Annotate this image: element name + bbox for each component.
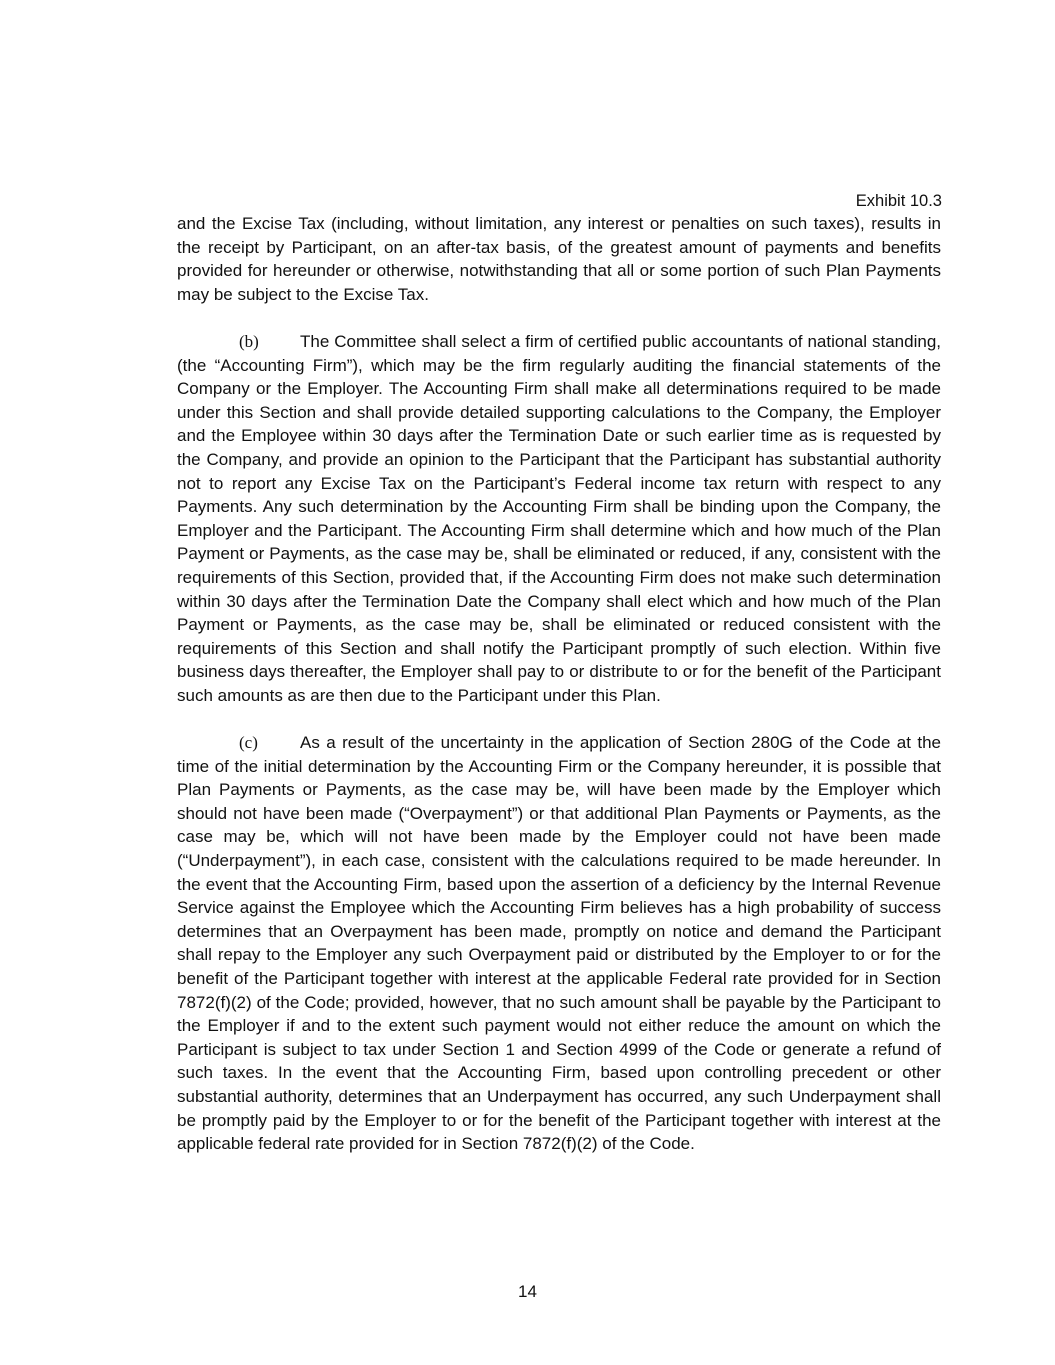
paragraph-text: The Committee shall select a firm of certified public accountants of national standing, (the “Accounting Firm”), which may be the firm regularly auditing the financial statements of the Company or the Employer. The Accounting Firm shall make all determinations required to be made under this Section and shall provide detailed supporting calculations to the Company, the Employer and the Employee within 30 days after the Termination Date or such earlier time as is requested by the Company, and provide an opinion to the Participant that the Participant has substantial authority not to report any Excise Tax on the Participant’s Federal income tax return with respect to any Payments. Any such determination by the Accounting Firm shall be binding upon the Company, the Employer and the Participant. The Accounting Firm shall determine which and how much of the Plan Payment or Payments, as the case may be, shall be eliminated or reduced, if any, consistent with the requirements of this Section, provided that, if the Accounting Firm does not make such determination within 30 days after the Termination Date the Company shall elect which and how much of the Plan Payment or Payments, as the case may be, shall be eliminated or reduced consistent with the requirements of this Section and shall notify the Participant promptly of such election. Within five business days thereafter, the Employer shall pay to or distribute to or for the benefit of the Participant such amounts as are then due to the Participant under this Plan. [177, 331, 941, 705]
page-number: 14 [518, 1282, 537, 1301]
paragraph-marker: (c) [239, 733, 258, 753]
exhibit-label: Exhibit 10.3 [855, 192, 942, 210]
paragraph-c [177, 731, 941, 1156]
paragraph-text: As a result of the uncertainty in the application of Section 280G of the Code at the time of the initial determination by the Accounting Firm or the Company hereunder, it is possible that Plan Payments or Payments, as the case may be, will have been made by the Employer which should not have been made (“Overpayment”) or that additional Plan Payments or Payments, as the case may be, which will not have been made by the Employer could not have been made (“Underpayment”), in each case, consistent with the calculations required to be made hereunder. In the event that the Accounting Firm, based upon the assertion of a deficiency by the Internal Revenue Service against the Employee which the Accounting Firm believes has a high probability of success determines that an Overpayment has been made, promptly on notice and demand the Participant shall repay to the Employer any such Overpayment paid or distributed by the Employer to or for the benefit of the Participant together with interest at the applicable Federal rate provided for in Section 7872(f)(2) of the Code; provided, however, that no such amount shall be payable by the Participant to the Employer if and to the extent such payment would not either reduce the amount on which the Participant is subject to tax under Section 1 and Section 4999 of the Code or generate a refund of such taxes. In the event that the Accounting Firm, based upon controlling precedent or other substantial authority, determines that an Underpayment has occurred, any such Underpayment shall be promptly paid by the Employer to or for the benefit of the Participant together with interest at the applicable federal rate provided for in Section 7872(f)(2) of the Code. [177, 733, 941, 1154]
paragraph-text: and the Excise Tax (including, without limitation, any interest or penalties on such taxes), results in the receipt by Participant, on an after-tax basis, of the greatest amount of payments and benefits provided for hereunder or otherwise, notwithstanding that all or some portion of such Plan Payments may be subject to the Excise Tax. [177, 214, 941, 304]
paragraph-continuation [177, 212, 941, 306]
paragraph-marker: (b) [239, 331, 259, 351]
paragraph-b [177, 330, 941, 708]
document-body [177, 212, 941, 1156]
